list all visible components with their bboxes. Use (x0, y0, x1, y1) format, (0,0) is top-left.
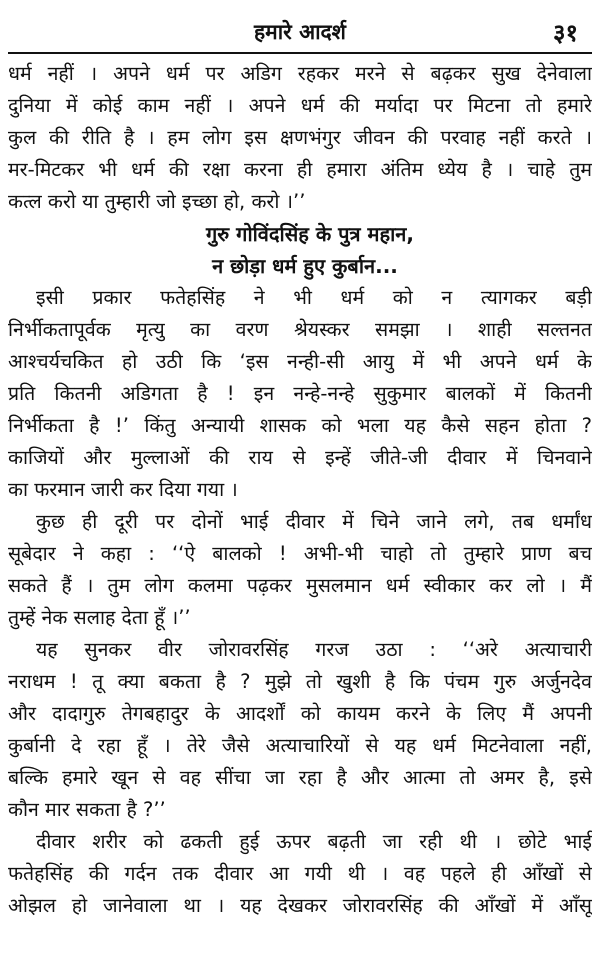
page-header (8, 14, 592, 50)
body-text (8, 58, 592, 922)
text-line: कुल की रीति है । हम लोग इस क्षणभंगुर जीवन की परवाह नहीं करते । (8, 126, 592, 149)
text-line: और दादागुरु तेगबहादुर के आदर्शों को कायम करने के लिए मैं अपनी (8, 702, 592, 725)
text-line: कौन मार सकता है ?’’ (8, 798, 166, 821)
text-line: सूबेदार ने कहा : ‘‘ऐ बालको ! अभी-भी चाहो तो तुम्हारे प्राण बच (8, 542, 592, 565)
text-line: सकते हैं । तुम लोग कलमा पढ़कर मुसलमान धर्म स्वीकार कर लो । मैं (8, 574, 592, 597)
text-line: कुछ ही दूरी पर दोनों भाई दीवार में चिने जाने लगे, तब धर्मांध (36, 510, 592, 533)
text-line: कुर्बानी दे रहा हूँ । तेरे जैसे अत्याचारियों से यह धर्म मिटनेवाला नहीं, (8, 734, 592, 757)
text-line: धर्म नहीं । अपने धर्म पर अडिग रहकर मरने से बढ़कर सुख देनेवाला (8, 62, 592, 85)
text-line: ओझल हो जानेवाला था । यह देखकर जोरावरसिंह की आँखों में आँसू (8, 894, 592, 917)
text-line: मर-मिटकर भी धर्म की रक्षा करना ही हमारा अंतिम ध्येय है । चाहे तुम (8, 158, 592, 181)
text-line: नराधम ! तू क्या बकता है ? मुझे तो खुशी है कि पंचम गुरु अर्जुनदेव (8, 670, 592, 693)
text-line: बल्कि हमारे खून से वह सींचा जा रहा है और आत्मा तो अमर है, इसे (8, 766, 592, 789)
text-line: आश्चर्यचकित हो उठी कि ‘इस नन्ही-सी आयु में भी अपने धर्म के (8, 350, 592, 373)
text-line: का फरमान जारी कर दिया गया । (8, 478, 238, 501)
text-line: कत्ल करो या तुम्हारी जो इच्छा हो, करो ।’’ (8, 190, 306, 213)
page-number: ३१ (553, 19, 578, 47)
text-line: इसी प्रकार फतेहसिंह ने भी धर्म को न त्यागकर बड़ी (36, 286, 592, 309)
text-line: तुम्हें नेक सलाह देता हूँ ।’’ (8, 606, 191, 629)
section-heading-line-2: न छोड़ा धर्म हुए कुर्बान... (212, 254, 398, 278)
text-line: निर्भीकता है !’ किंतु अन्यायी शासक को भला यह कैसे सहन होता ? (8, 414, 592, 437)
text-line: निर्भीकतापूर्वक मृत्यु का वरण श्रेयस्कर समझा । शाही सल्तनत (8, 318, 592, 341)
text-line: फतेहसिंह की गर्दन तक दीवार आ गयी थी । वह पहले ही आँखों से (8, 862, 592, 885)
text-line: दुनिया में कोई काम नहीं । अपने धर्म की मर्यादा पर मिटना तो हमारे (8, 94, 592, 117)
text-line: यह सुनकर वीर जोरावरसिंह गरज उठा : ‘‘अरे अत्याचारी (36, 638, 592, 661)
text-line: काजियों और मुल्लाओं की राय से इन्हें जीते-जी दीवार में चिनवाने (8, 446, 592, 469)
section-heading-line-1: गुरु गोविंदसिंह के पुत्र महान, (206, 222, 414, 246)
text-line: प्रति कितनी अडिगता है ! इन नन्हे-नन्हे सुकुमार बालकों में कितनी (8, 382, 592, 405)
text-line: दीवार शरीर को ढकती हुई ऊपर बढ़ती जा रही थी । छोटे भाई (36, 830, 592, 853)
running-title: हमारे आदर्श (254, 20, 346, 44)
header-rule (8, 52, 592, 54)
